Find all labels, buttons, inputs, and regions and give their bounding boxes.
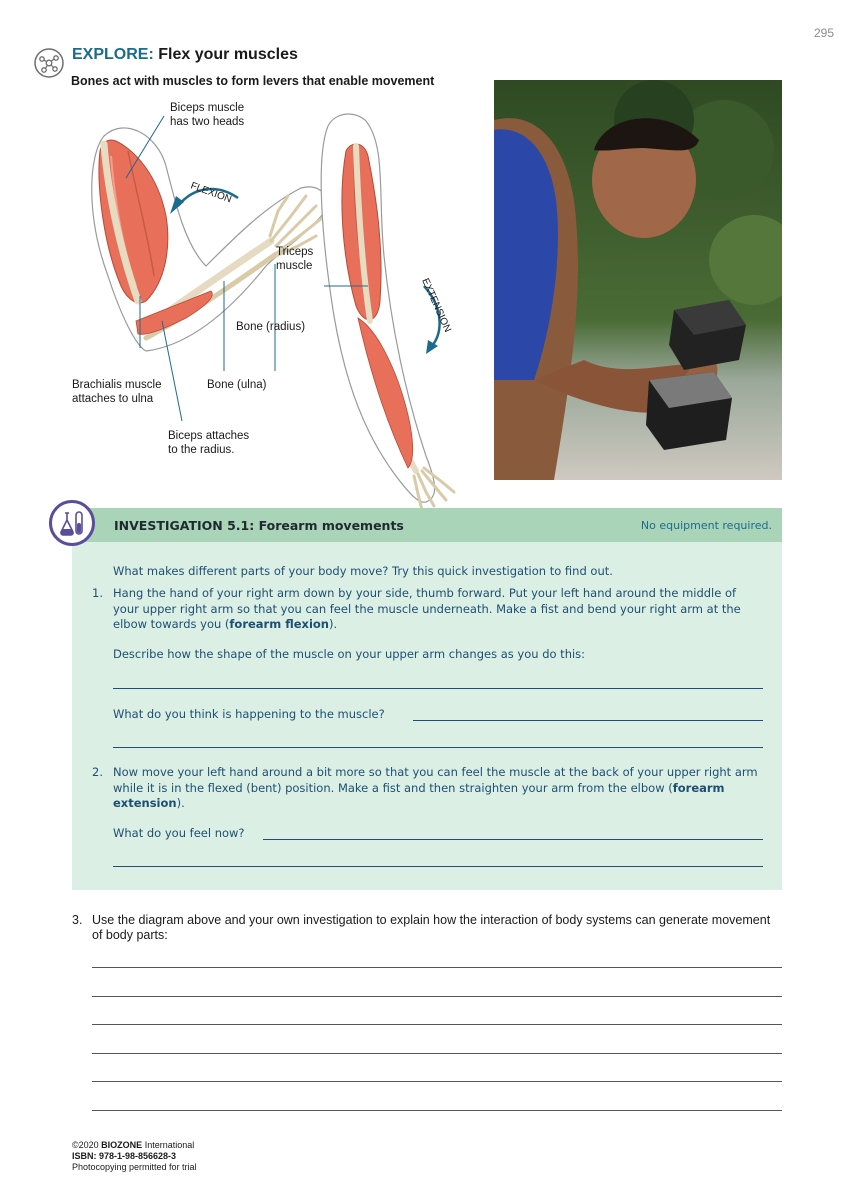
explore-subtitle: Bones act with muscles to form levers that enable movement xyxy=(71,74,435,88)
step2-prompt: What do you feel now? xyxy=(113,826,245,840)
investigation-intro: What makes different parts of your body move? Try this quick investigation to find out. xyxy=(113,564,613,578)
step1-prompt-muscle: What do you think is happening to the muscle? xyxy=(113,707,385,721)
step2-number: 2. xyxy=(92,765,103,779)
explore-label: EXPLORE: xyxy=(72,46,154,63)
copyright-line: ©2020 BIOZONE International xyxy=(72,1140,195,1150)
step1-number: 1. xyxy=(92,586,103,600)
ulna-label: Bone (ulna) xyxy=(207,379,267,391)
molecule-network-icon xyxy=(34,48,64,78)
step1-bold-term: forearm flexion xyxy=(229,617,329,631)
question3-number: 3. xyxy=(72,913,83,927)
investigation-header xyxy=(72,508,782,542)
footer xyxy=(72,1140,197,1173)
step2-text: Now move your left hand around a bit more so that you can feel the muscle at the back of your upper right arm while it is in the flexed (bent) position. Make a fist and then straighten your arm from the elbow (forearm extension). xyxy=(113,765,758,810)
answer-line[interactable] xyxy=(113,688,763,689)
triceps-label: Triceps muscle xyxy=(276,246,314,272)
radius-label: Bone (radius) xyxy=(236,321,306,333)
biceps-heads-label: Biceps muscle has two heads xyxy=(170,102,245,128)
arm-muscle-diagram xyxy=(66,96,486,536)
equipment-note: No equipment required. xyxy=(640,519,772,532)
answer-line[interactable] xyxy=(92,1110,782,1111)
answer-line[interactable] xyxy=(263,839,763,840)
lab-flask-test-tube-icon xyxy=(49,500,95,546)
photocopy-note: Photocopying permitted for trial xyxy=(72,1162,197,1172)
isbn: ISBN: 978-1-98-856628-3 xyxy=(72,1151,177,1161)
investigation-box xyxy=(72,508,782,890)
step2-bold-term: forearm extension xyxy=(113,780,725,810)
answer-line[interactable] xyxy=(113,866,763,867)
question3-text: Use the diagram above and your own investigation to explain how the interaction of body systems can generate movement of body parts: xyxy=(92,913,771,942)
answer-line[interactable] xyxy=(92,1081,782,1082)
answer-line[interactable] xyxy=(413,720,763,721)
step1-text: Hang the hand of your right arm down by your side, thumb forward. Put your left hand around the middle of your upper right arm so that you can feel the muscle underneath. Make a fist and bend your right arm at the elbow towards you (forearm flexion). xyxy=(113,586,741,631)
answer-line[interactable] xyxy=(92,1053,782,1054)
answer-line[interactable] xyxy=(92,967,782,968)
explore-heading: Flex your muscles xyxy=(158,46,298,63)
brachialis-label: Brachialis muscle attaches to ulna xyxy=(72,379,162,405)
flexion-label: FLEXION xyxy=(188,180,233,206)
biceps-attach-label: Biceps attaches to the radius. xyxy=(168,430,250,456)
dumbbell-curl-photo xyxy=(494,80,782,480)
extension-label: EXTENSION xyxy=(419,276,453,335)
step1-prompt-describe: Describe how the shape of the muscle on your upper arm changes as you do this: xyxy=(113,647,586,661)
page-number: 295 xyxy=(813,26,834,40)
investigation-title: INVESTIGATION 5.1: Forearm movements xyxy=(114,518,404,533)
answer-line[interactable] xyxy=(92,1024,782,1025)
answer-line[interactable] xyxy=(92,996,782,997)
explore-title xyxy=(72,46,298,64)
answer-line[interactable] xyxy=(113,747,763,748)
brand-name: BIOZONE xyxy=(101,1140,143,1150)
